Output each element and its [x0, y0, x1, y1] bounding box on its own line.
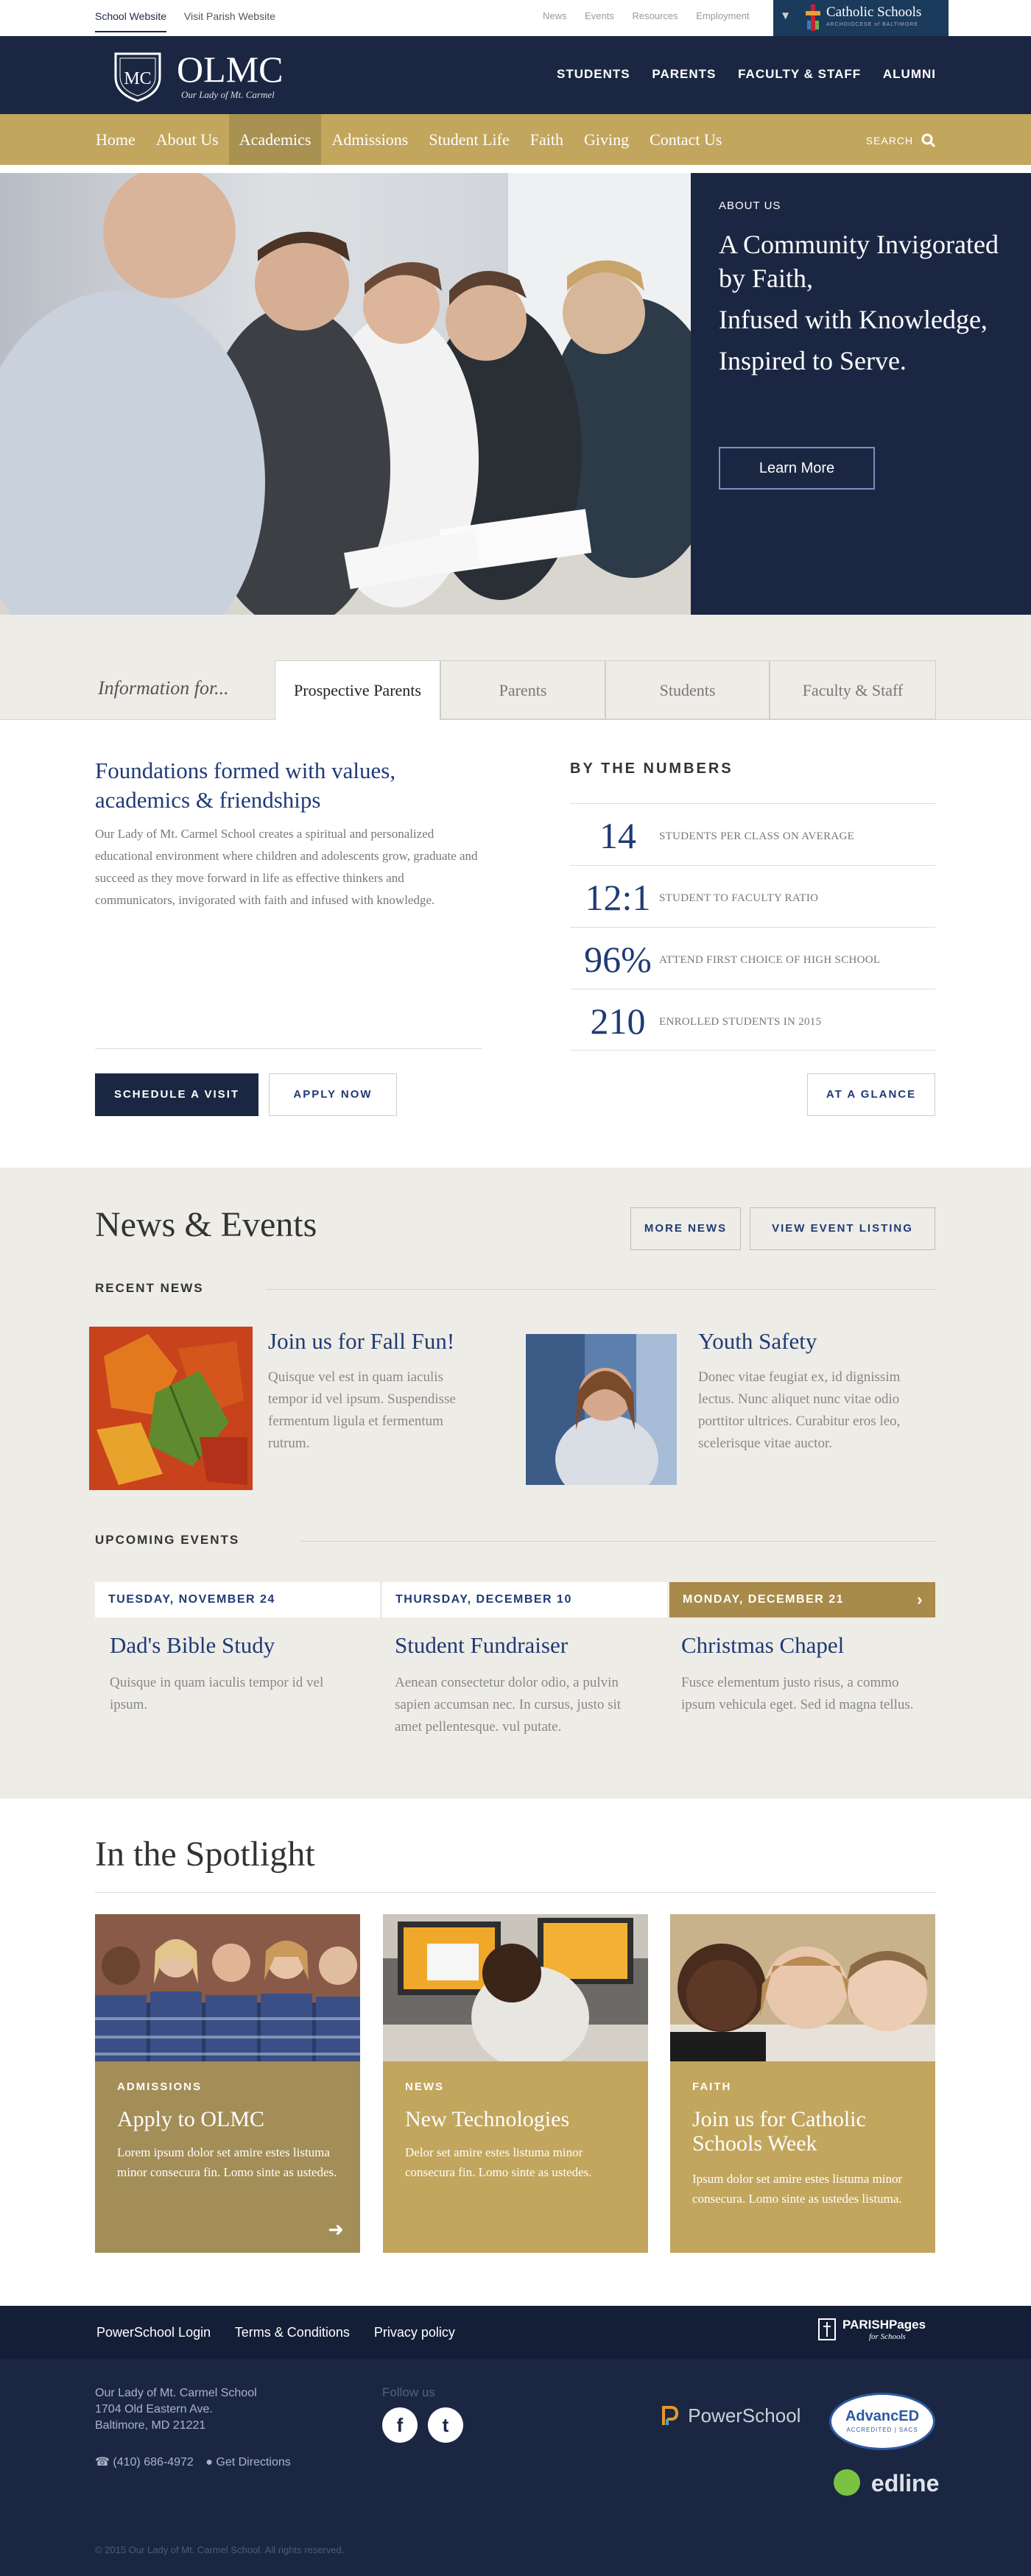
hero-heading [719, 227, 1013, 385]
site-header [0, 36, 1031, 114]
number-value: 14 [599, 815, 636, 856]
logo-monogram: MC [124, 69, 152, 88]
utility-resources-link[interactable]: Resources [632, 10, 678, 21]
privacy-link[interactable]: Privacy policy [373, 2325, 455, 2340]
spotlight-text: Delor set amire estes listuma minor consecura fin. Lomo sinte as ustedes. [405, 2145, 592, 2179]
edline-logo[interactable] [834, 2469, 939, 2497]
info-for-band [0, 615, 1031, 720]
more-news-button[interactable]: MORE NEWS [630, 1207, 741, 1250]
event-text: Fusce elementum justo risus, a commo ipsum vehicula eget. Sed id magna tellus. [681, 1675, 914, 1712]
nav-contact-us[interactable]: Contact Us [650, 130, 722, 149]
event-date-highlighted[interactable] [669, 1582, 935, 1617]
spotlight-body [95, 2061, 360, 2253]
nav-giving[interactable]: Giving [583, 130, 630, 149]
twitter-icon[interactable]: t [428, 2407, 463, 2443]
upcoming-events-label: UPCOMING EVENTS [95, 1533, 240, 1547]
audience-alumni-link[interactable]: ALUMNI [882, 67, 936, 81]
spotlight-body [383, 2061, 648, 2253]
edline-icon [834, 2469, 860, 2496]
number-desc: ENROLLED STUDENTS IN 2015 [659, 1016, 822, 1028]
chevron-down-icon[interactable]: ▼ [782, 10, 789, 21]
tab-parents[interactable]: Parents [440, 660, 605, 719]
event-date: TUESDAY, NOVEMBER 24 [95, 1582, 380, 1617]
view-event-listing-button[interactable]: VIEW EVENT LISTING [750, 1207, 935, 1250]
footer-links-bar [0, 2306, 1031, 2359]
copyright: © 2015 Our Lady of Mt. Carmel School. All rights reserved. [95, 2544, 345, 2555]
event-title[interactable]: Dad's Bible Study [110, 1632, 275, 1658]
spotlight-category: ADMISSIONS [117, 2081, 203, 2093]
smiling-children-image [670, 1914, 935, 2061]
nav-student-life[interactable]: Student Life [429, 130, 510, 149]
utility-employment-link[interactable]: Employment [696, 10, 750, 21]
utility-events-link[interactable]: Events [585, 10, 614, 21]
number-value: 210 [590, 1001, 646, 1042]
apply-now-button[interactable]: APPLY NOW [269, 1073, 397, 1116]
spotlight-heading: New Technologies [405, 2107, 570, 2131]
map-pin-icon: ● [205, 2456, 213, 2469]
utility-news-link[interactable]: News [543, 10, 567, 21]
audience-nav [539, 67, 936, 82]
hero-line-2: Infused with Knowledge, [719, 305, 988, 334]
news-item-text: Donec vitae feugiat ex, id dignissim lectus. Nunc aliquet nunc vitae odio porttitor ultrices. Curabitur eros leo, scelerisque vitae auctor. [698, 1369, 901, 1451]
spotlight-text: Ipsum dolor set amire estes listuma minor consecura. Lomo sinte as ustedes listuma. [692, 2172, 903, 2206]
nav-faith[interactable]: Faith [529, 130, 563, 149]
phone-icon: ☎ [95, 2456, 110, 2469]
utility-bar [0, 0, 1031, 36]
chevron-right-icon[interactable]: › [917, 1590, 923, 1609]
number-value: 12:1 [585, 877, 651, 918]
audience-faculty-link[interactable]: FACULTY & STAFF [738, 67, 862, 81]
divider [95, 1048, 482, 1049]
spotlight-heading: Apply to OLMC [117, 2107, 265, 2131]
advanced-accreditation-logo[interactable] [829, 2393, 935, 2450]
school-website-link[interactable]: School Website [95, 10, 166, 32]
nav-about-us[interactable]: About Us [155, 130, 219, 149]
hero-line-1: A Community Invigorated by Faith, [719, 230, 999, 293]
tab-students[interactable]: Students [605, 660, 770, 719]
event-title[interactable]: Student Fundraiser [395, 1632, 569, 1658]
audience-students-link[interactable]: STUDENTS [557, 67, 630, 81]
intro-title: Foundations formed with values, academics & friendships [95, 758, 396, 813]
computer-lab-image [383, 1914, 648, 2061]
terms-link[interactable]: Terms & Conditions [234, 2325, 350, 2340]
youth-safety-image[interactable] [526, 1334, 677, 1485]
intro-text: Our Lady of Mt. Carmel School creates a spiritual and personalized educational environment where children and adolescents grow, graduate and succeed as they move forward in life as effective thinkers and communicators, invigorated with faith and infused with knowledge. [95, 827, 478, 907]
logo-subtitle: Our Lady of Mt. Carmel [181, 89, 275, 100]
spotlight-card-faith[interactable] [670, 1914, 935, 2253]
address-line: Baltimore, MD 21221 [95, 2419, 206, 2432]
spotlight-category: FAITH [692, 2081, 732, 2093]
number-row [570, 927, 935, 989]
number-row [570, 989, 935, 1051]
nav-home[interactable]: Home [96, 130, 136, 149]
divider [266, 1289, 936, 1290]
phone-number[interactable]: (410) 686-4972 [113, 2456, 194, 2469]
main-nav [0, 114, 1031, 165]
powerschool-label: PowerSchool [688, 2404, 801, 2427]
follow-label: Follow us [382, 2385, 435, 2399]
spotlight-heading: Join us for Catholic Schools Week [692, 2107, 866, 2156]
numbers-title: BY THE NUMBERS [570, 761, 733, 777]
edline-label: edline [870, 2470, 940, 2496]
contact-row [95, 2455, 291, 2469]
news-item-title[interactable]: Youth Safety [698, 1328, 817, 1354]
schedule-visit-button[interactable]: SCHEDULE A VISIT [95, 1073, 258, 1116]
event-text: Quisque in quam iaculis tempor id vel ipsum. [110, 1675, 324, 1712]
news-events-title: News & Events [95, 1205, 317, 1244]
badge-subtitle: ARCHDIOCESE of BALTIMORE [826, 22, 919, 27]
address-line: 1704 Old Eastern Ave. [95, 2403, 213, 2416]
arrow-right-icon[interactable]: ➜ [328, 2219, 344, 2241]
parish-website-link[interactable]: Visit Parish Website [183, 10, 275, 22]
badge-title: Catholic Schools [826, 4, 922, 20]
school-address [95, 2385, 257, 2434]
divider [570, 1050, 935, 1051]
catholic-schools-badge[interactable] [773, 0, 949, 36]
info-for-label: Information for... [98, 677, 229, 699]
hero-students-photo [0, 173, 691, 615]
fall-leaves-image[interactable] [89, 1327, 253, 1490]
advanced-subtitle: ACCREDITED | SACS [846, 2427, 918, 2433]
hero [0, 173, 1031, 615]
divider [300, 1541, 936, 1542]
logo-title[interactable]: OLMC [177, 49, 284, 90]
divider [95, 1892, 936, 1893]
shield-logo-icon[interactable] [112, 49, 163, 102]
powerschool-login-link[interactable]: PowerSchool Login [96, 2325, 211, 2340]
event-text: Aenean consectetur dolor odio, a pulvin sapien accumsan nec. In cursus, justo sit amet pellentesque. vul putate. [395, 1675, 622, 1735]
number-value: 96% [584, 939, 652, 980]
at-a-glance-button[interactable]: AT A GLANCE [807, 1073, 935, 1116]
spotlight-text: Lorem ipsum dolor set amire estes listuma minor consecura fin. Lomo sinte as ustedes. [117, 2145, 337, 2179]
powerschool-icon [661, 2404, 678, 2427]
nav-academics[interactable]: Academics [229, 114, 322, 165]
parishpages-title: PARISHPages [842, 2318, 926, 2332]
search-label: SEARCH [865, 135, 914, 147]
facebook-icon[interactable]: f [382, 2407, 418, 2443]
advanced-title: AdvancED [845, 2408, 920, 2424]
news-events-section [0, 1168, 1031, 1799]
audience-parents-link[interactable]: PARENTS [652, 67, 717, 81]
number-row [570, 803, 935, 865]
search-icon [921, 133, 936, 148]
powerschool-logo[interactable] [661, 2404, 800, 2427]
event-date-label: MONDAY, DECEMBER 21 [683, 1593, 845, 1606]
hero-line-3: Inspired to Serve. [719, 346, 907, 375]
spotlight-body [670, 2061, 935, 2253]
number-desc: STUDENTS PER CLASS ON AVERAGE [659, 830, 855, 842]
spotlight-category: NEWS [405, 2081, 444, 2093]
number-desc: STUDENT TO FACULTY RATIO [659, 892, 819, 904]
learn-more-button[interactable]: Learn More [719, 447, 875, 490]
number-row [570, 865, 935, 927]
nav-admissions[interactable]: Admissions [331, 130, 409, 149]
parishpages-icon [817, 2318, 837, 2341]
hero-label: ABOUT US [719, 200, 781, 212]
news-item-title[interactable]: Join us for Fall Fun! [268, 1328, 455, 1354]
search-button[interactable] [866, 133, 936, 148]
tab-faculty-staff[interactable]: Faculty & Staff [770, 660, 936, 719]
catholic-schools-logo-icon [806, 4, 820, 31]
spotlight-title: In the Spotlight [95, 1835, 315, 1874]
event-title[interactable]: Christmas Chapel [681, 1632, 845, 1658]
get-directions-link[interactable]: Get Directions [216, 2456, 291, 2469]
number-desc: ATTEND FIRST CHOICE OF HIGH SCHOOL [659, 954, 881, 966]
uniform-students-image [95, 1914, 360, 2061]
recent-news-label: RECENT NEWS [95, 1281, 204, 1295]
spotlight-card-admissions[interactable] [95, 1914, 360, 2253]
footer [0, 2359, 1031, 2576]
address-line: Our Lady of Mt. Carmel School [95, 2387, 257, 2399]
hero-panel [691, 173, 1031, 615]
news-item-text: Quisque vel est in quam iaculis tempor id vel ipsum. Suspendisse fermentum ligula et fermentum rutrum. [268, 1369, 456, 1451]
event-date: THURSDAY, DECEMBER 10 [382, 1582, 667, 1617]
spotlight-card-news[interactable] [383, 1914, 648, 2253]
parishpages-subtitle: for Schools [869, 2332, 906, 2341]
tab-prospective-parents[interactable]: Prospective Parents [275, 660, 440, 721]
